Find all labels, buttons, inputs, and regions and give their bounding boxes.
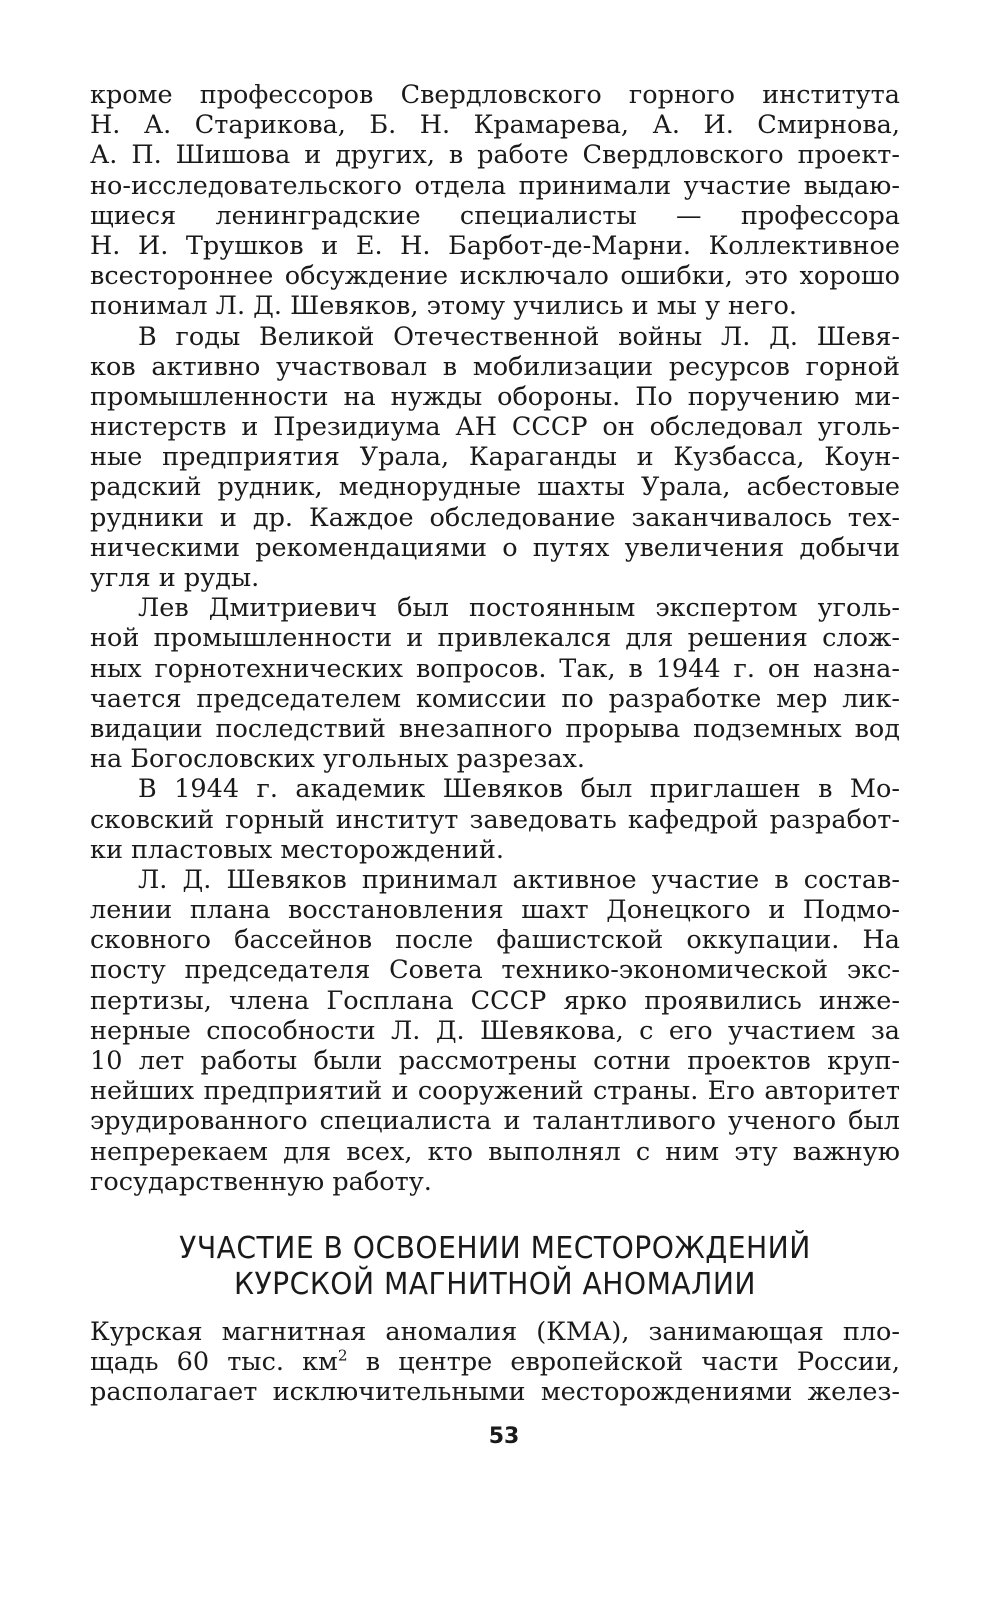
text-line: Л. Д. Шевяков принимал активное участие в состав- bbox=[138, 864, 900, 895]
text-fragment: в центре европейской части России, bbox=[347, 1347, 900, 1378]
text-line: государственную работу. bbox=[90, 1166, 432, 1197]
text-line bbox=[90, 1347, 900, 1377]
page-number: 53 bbox=[488, 1424, 520, 1449]
paragraph-5 bbox=[90, 865, 900, 1197]
text-line: но-исследовательского отдела принимали участие выдаю- bbox=[90, 170, 900, 201]
heading-line: КУРСКОЙ МАГНИТНОЙ АНОМАЛИИ bbox=[234, 1266, 756, 1302]
paragraph-3 bbox=[90, 593, 900, 774]
text-line: щиеся ленинградские специалисты — профессора bbox=[90, 200, 900, 231]
text-line: ной промышленности и привлекался для решения слож- bbox=[90, 623, 900, 654]
text-line: В 1944 г. академик Шевяков был приглашен в Мо- bbox=[138, 774, 900, 805]
text-line: непререкаем для всех, кто выполнял с ним эту важную bbox=[90, 1136, 900, 1167]
text-line: Н. А. Старикова, Б. Н. Крамарева, А. И. Смирнова, bbox=[90, 110, 900, 141]
text-line: Лев Дмитриевич был постоянным экспертом уголь- bbox=[138, 593, 900, 624]
text-line: промышленности на нужды обороны. По поручению ми- bbox=[90, 381, 900, 412]
text-line: кроме профессоров Свердловского горного института bbox=[90, 80, 900, 110]
text-line: эрудированного специалиста и талантливого ученого был bbox=[90, 1106, 900, 1137]
text-line: Н. И. Трушков и Е. Н. Барбот-де-Марни. Коллективное bbox=[90, 230, 900, 261]
text-line: В годы Великой Отечественной войны Л. Д. Шевя- bbox=[138, 321, 900, 352]
section-heading bbox=[114, 1231, 875, 1303]
text-line: рудники и др. Каждое обследование заканчивалось тех- bbox=[90, 502, 900, 533]
paragraph-4 bbox=[90, 774, 900, 865]
heading-line: УЧАСТИЕ В ОСВОЕНИИ МЕСТОРОЖДЕНИЙ bbox=[179, 1230, 811, 1266]
text-line: нейших предприятий и сооружений страны. Его авторитет bbox=[90, 1076, 900, 1107]
text-line: сковский горный институт заведовать кафедрой разработ- bbox=[90, 804, 900, 835]
text-fragment: щадь 60 тыс. км bbox=[90, 1347, 338, 1378]
text-line: радский рудник, меднорудные шахты Урала, асбестовые bbox=[90, 472, 900, 503]
text-line: ных горнотехнических вопросов. Так, в 1944 г. он назна- bbox=[90, 653, 900, 684]
paragraph-1 bbox=[90, 80, 900, 322]
text-line: Курская магнитная аномалия (КМА), занимающая пло- bbox=[90, 1316, 900, 1347]
page-body bbox=[90, 80, 900, 1408]
text-line: всестороннее обсуждение исключало ошибки, это хорошо bbox=[90, 261, 900, 292]
text-line: лении плана восстановления шахт Донецкого и Подмо- bbox=[90, 895, 900, 926]
text-line: ническими рекомендациями о путях увеличения добычи bbox=[90, 532, 900, 563]
text-line: нерные способности Л. Д. Шевякова, с его участием за bbox=[90, 1015, 900, 1046]
text-line: пертизы, члена Госплана СССР ярко проявились инже- bbox=[90, 985, 900, 1016]
paragraph-2 bbox=[90, 322, 900, 594]
text-line: чается председателем комиссии по разработке мер лик- bbox=[90, 683, 900, 714]
text-line: на Богословских угольных разрезах. bbox=[90, 744, 586, 775]
text-line: располагает исключительными месторождениями желез- bbox=[90, 1377, 900, 1408]
text-line: видации последствий внезапного прорыва подземных вод bbox=[90, 713, 900, 744]
text-line: понимал Л. Д. Шевяков, этому учились и мы у него. bbox=[90, 291, 797, 322]
text-line: нистерств и Президиума АН СССР он обследовал уголь- bbox=[90, 412, 900, 443]
text-line: сковного бассейнов после фашистской оккупации. На bbox=[90, 925, 900, 956]
text-line: угля и руды. bbox=[90, 563, 260, 593]
text-line: ные предприятия Урала, Караганды и Кузбасса, Коун- bbox=[90, 442, 900, 473]
paragraph-6 bbox=[90, 1317, 900, 1408]
superscript-2: 2 bbox=[337, 1347, 348, 1365]
text-line: ков активно участвовал в мобилизации ресурсов горной bbox=[90, 351, 900, 382]
text-line: 10 лет работы были рассмотрены сотни проектов круп- bbox=[90, 1046, 900, 1076]
text-line: А. П. Шишова и других, в работе Свердловского проект- bbox=[90, 140, 900, 171]
text-line: ки пластовых месторождений. bbox=[90, 834, 505, 865]
text-line: посту председателя Совета технико-экономической экс- bbox=[90, 955, 900, 986]
